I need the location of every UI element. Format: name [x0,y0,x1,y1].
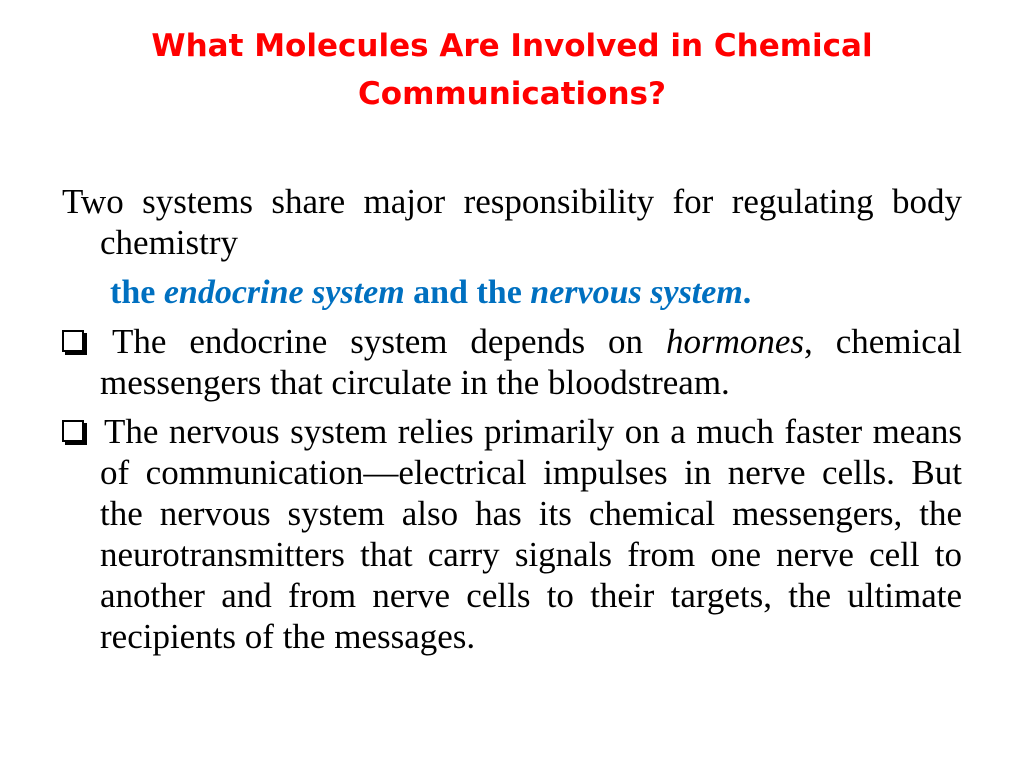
nervous-system-term: nervous system [530,274,743,311]
bullet-nervous [62,411,962,657]
systems-line [62,273,962,313]
systems-period: . [742,274,752,311]
systems-and-the: and the [404,274,531,311]
bullet-endocrine-text [100,322,962,402]
bullet-nervous-text: The nervous system relies primarily on a much faster means of communication—electrical impulses in nerve cells. But the nervous system also has its chemical messengers, the neurotransmitters that carry signals from one nerve cell to another and from nerve cells to their targets, the ultimate recipients of the messages. [100,412,962,656]
systems-the: the [110,274,164,311]
slide-title: What Molecules Are Involved in Chemical Communications? [151,28,873,112]
checkbox-square-icon [62,420,84,442]
checkbox-square-icon [62,330,84,352]
hormones-term: hormones [665,322,805,361]
endocrine-system-term: endocrine system [163,274,405,311]
bullet-endocrine [62,321,962,403]
intro-paragraph: Two systems share major responsibility for regulating body chemistry [62,182,962,262]
bullet-endocrine-after: , chemical messengers that circulate in the bloodstream. [100,322,963,402]
bullet-endocrine-before: The endocrine system depends on [112,322,666,361]
slide-body [62,181,962,657]
